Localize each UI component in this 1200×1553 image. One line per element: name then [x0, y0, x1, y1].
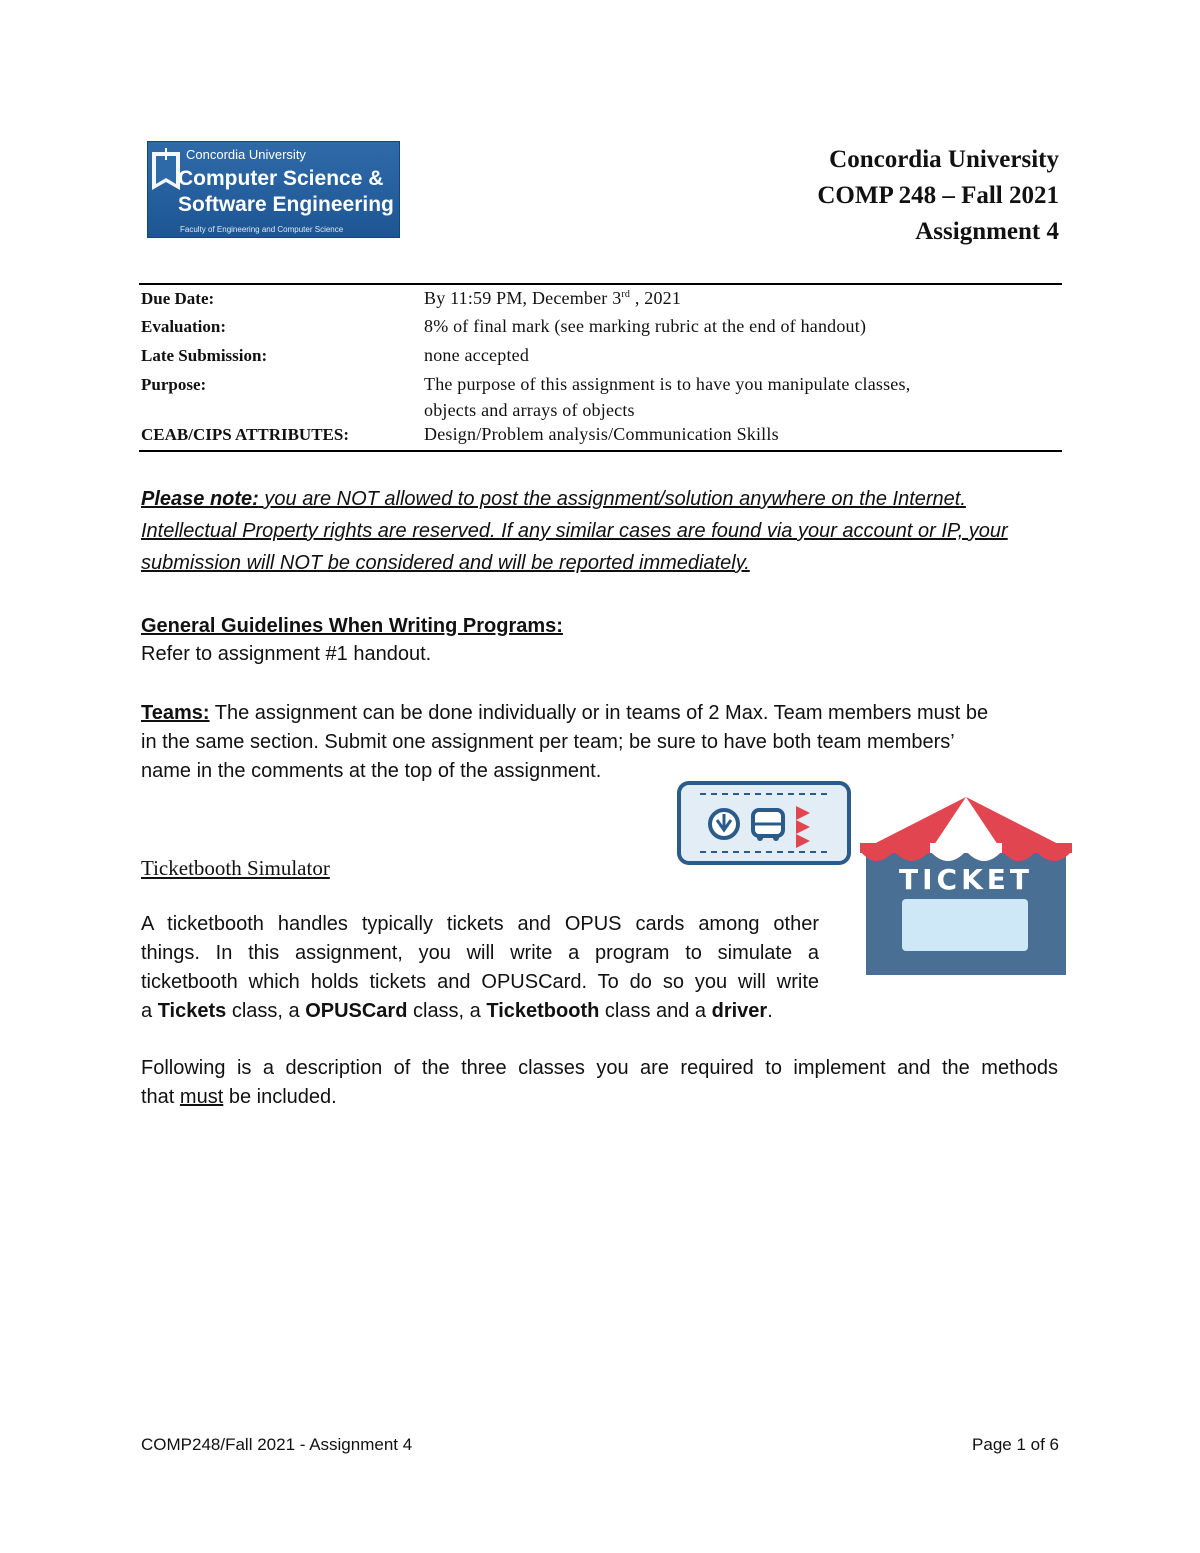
late-submission-label: Late Submission:: [141, 346, 268, 365]
teams-line3: name in the comments at the top of the assignment.: [141, 760, 602, 782]
simulator-p1-line4: a Tickets class, a OPUSCard class, a Ticketbooth class and a driver.: [141, 1000, 773, 1022]
logo-faculty: Faculty of Engineering and Computer Science: [180, 225, 344, 234]
logo-dept-line1: Computer Science &: [178, 167, 384, 190]
simulator-heading: Ticketbooth Simulator: [141, 856, 330, 880]
simulator-p2-line1: Following is a description of the three classes you are required to implement and the methods: [141, 1057, 1058, 1079]
simulator-p1-line2: things. In this assignment, you will write a program to simulate a: [141, 942, 819, 964]
header-university: Concordia University: [829, 146, 1059, 173]
purpose-label: Purpose:: [141, 375, 207, 394]
guidelines-text: Refer to assignment #1 handout.: [141, 643, 432, 665]
purpose-line2: objects and arrays of objects: [424, 400, 635, 420]
simulator-p1-line1: A ticketbooth handles typically tickets and OPUS cards among other: [141, 913, 819, 935]
ceab-value: Design/Problem analysis/Communication Skills: [424, 424, 779, 444]
teams-line1: Teams: The assignment can be done individually or in teams of 2 Max. Team members must be: [141, 702, 989, 724]
guidelines-heading: General Guidelines When Writing Programs:: [141, 615, 563, 637]
due-date-value: By 11:59 PM, December 3rd , 2021: [424, 288, 682, 308]
simulator-p2-line2: that must be included.: [141, 1086, 337, 1108]
late-submission-value: none accepted: [424, 345, 530, 365]
header-course: COMP 248 – Fall 2021: [817, 182, 1059, 209]
university-logo: [147, 141, 400, 238]
evaluation-label: Evaluation:: [141, 317, 227, 336]
simulator-p1-line3: ticketbooth which holds tickets and OPUSCard. To do so you will write: [141, 971, 819, 993]
ceab-label: CEAB/CIPS ATTRIBUTES:: [141, 425, 349, 444]
evaluation-value: 8% of final mark (see marking rubric at the end of handout): [424, 316, 867, 336]
page-number: Page 1 of 6: [972, 1435, 1059, 1454]
note-line3: submission will NOT be considered and will be reported immediately.: [141, 552, 750, 574]
opus-card-icon: [676, 780, 852, 866]
logo-dept-line2: Software Engineering: [178, 193, 394, 216]
note-line1: Please note: you are NOT allowed to post the assignment/solution anywhere on the Internet.: [141, 488, 966, 510]
footer-left: COMP248/Fall 2021 - Assignment 4: [141, 1435, 413, 1454]
due-date-label: Due Date:: [141, 289, 215, 308]
bottom-rule: [139, 450, 1062, 452]
header-assignment: Assignment 4: [915, 218, 1059, 245]
logo-university-text: Concordia University: [186, 147, 306, 162]
top-rule: [139, 283, 1062, 285]
teams-line2: in the same section. Submit one assignment per team; be sure to have both team members’: [141, 731, 955, 753]
purpose-line1: The purpose of this assignment is to have you manipulate classes,: [424, 374, 911, 394]
booth-sign-text: TICKET: [899, 863, 1033, 896]
note-line2: Intellectual Property rights are reserved. If any similar cases are found via your account or IP, your: [141, 520, 1008, 542]
